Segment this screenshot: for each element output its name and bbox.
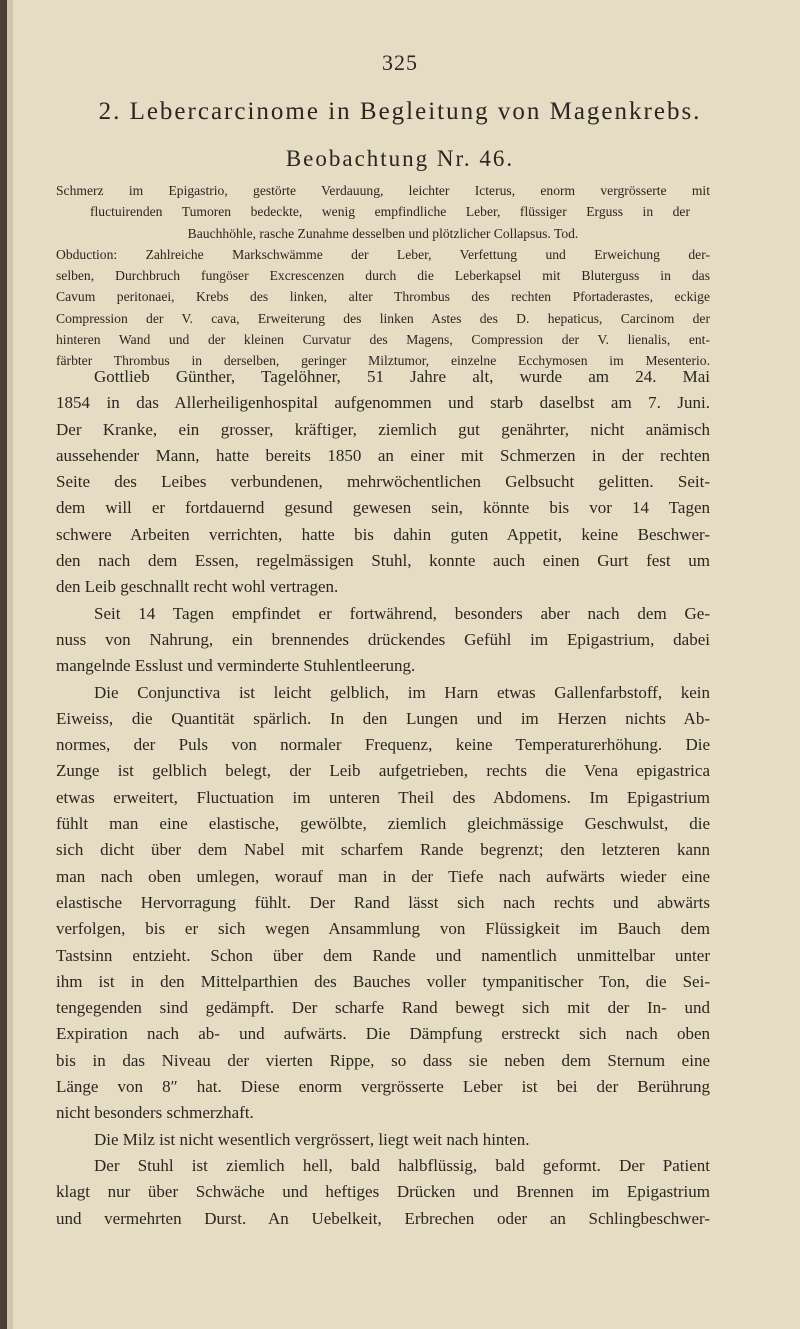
summary-line: Compression der V. cava, Erweiterung des linken Astes des D. hepaticus, Carcinom der [56,310,710,326]
body-line: Der Stuhl ist ziemlich hell, bald halbflüssig, bald geformt. Der Patient [94,1155,710,1175]
case-summary [56,180,710,372]
body-line: Der Kranke, ein grosser, kräftiger, ziemlich gut genährter, nicht anämisch [56,419,710,439]
body-line: und vermehrten Durst. An Uebelkeit, Erbrechen oder an Schlingbeschwer- [56,1208,710,1228]
body-line: ihm ist in den Mittelparthien des Bauches voller tympanitischer Ton, die Sei- [56,971,710,991]
body-line: Seit 14 Tagen empfindet er fortwährend, besonders aber nach dem Ge- [94,603,710,623]
body-line: elastische Hervorragung fühlt. Der Rand lässt sich nach rechts und abwärts [56,892,710,912]
body-line: tengegenden sind gedämpft. Der scharfe Rand bewegt sich mit der In- und [56,998,710,1018]
body-line: nicht besonders schmerzhaft. [56,1103,254,1123]
body-line: dem will er fortdauernd gesund gewesen sein, könnte bis vor 14 Tagen [56,498,710,518]
summary-line: selben, Durchbruch fungöser Excrescenzen durch die Leberkapsel mit Bluterguss in das [56,268,710,284]
case-report-body [56,364,710,1232]
body-line: Tastsinn entzieht. Schon über dem Rande und namentlich unmittelbar unter [56,945,710,965]
body-line: man nach oben umlegen, worauf man in der Tiefe nach aufwärts wieder eine [56,866,710,886]
section-title: 2. Lebercarcinome in Begleitung von Magenkrebs. [98,98,702,125]
page-number: 325 [382,50,418,75]
page-binding-edge [0,0,7,1329]
page-binding-shadow [7,0,13,1329]
body-line: nuss von Nahrung, ein brennendes drückendes Gefühl im Epigastrium, dabei [56,629,710,649]
body-line: mangelnde Esslust und verminderte Stuhlentleerung. [56,656,416,676]
body-line: Die Milz ist nicht wesentlich vergrössert, liegt weit nach hinten. [94,1129,530,1149]
body-line: etwas erweitert, Fluctuation im unteren Theil des Abdomens. Im Epigastrium [56,787,710,807]
summary-line: hinteren Wand und der kleinen Curvatur des Magens, Compression der V. lienalis, ent- [56,332,710,348]
body-line: Zunge ist gelblich belegt, der Leib aufgetrieben, rechts die Vena epigastrica [56,761,710,781]
body-line: Seite des Leibes verbundenen, mehrwöchentlichen Gelbsucht gelitten. Seit- [56,472,710,492]
body-line: Expiration nach ab- und aufwärts. Die Dämpfung erstreckt sich nach oben [56,1024,710,1044]
body-line: Eiweiss, die Quantität spärlich. In den Lungen und im Herzen nichts Ab- [56,708,710,728]
summary-line: Cavum peritonaei, Krebs des linken, alter Thrombus des rechten Pfortaderastes, eckige [56,289,710,305]
body-line: den Leib geschnallt recht wohl vertragen. [56,577,339,597]
body-line: Die Conjunctiva ist leicht gelblich, im Harn etwas Gallenfarbstoff, kein [94,682,710,702]
observation-title: Beobachtung Nr. 46. [285,146,515,171]
body-line: schwere Arbeiten verrichten, hatte bis dahin guten Appetit, keine Beschwer- [56,524,710,544]
body-line: aussehender Mann, hatte bereits 1850 an einer mit Schmerzen in der rechten [56,445,710,465]
summary-line: fluctuirenden Tumoren bedeckte, wenig empfindliche Leber, flüssiger Erguss in der [90,204,690,220]
body-line: verfolgen, bis er sich wegen Ansammlung von Flüssigkeit im Bauch dem [56,919,710,939]
summary-line: Schmerz im Epigastrio, gestörte Verdauung, leichter Icterus, enorm vergrösserte mit [56,183,710,198]
body-line: den nach dem Essen, regelmässigen Stuhl, konnte auch einen Gurt fest um [56,551,710,571]
body-line: Länge von 8″ hat. Diese enorm vergrösserte Leber ist bei der Berührung [56,1077,710,1097]
summary-line: Obduction: Zahlreiche Markschwämme der Leber, Verfettung und Erweichung der- [56,246,710,262]
body-line: fühlt man eine elastische, gewölbte, ziemlich gleichmässige Geschwulst, die [56,814,710,834]
body-line: 1854 in das Allerheiligenhospital aufgenommen und starb daselbst am 7. Juni. [56,393,710,413]
body-line: Gottlieb Günther, Tagelöhner, 51 Jahre alt, wurde am 24. Mai [94,367,710,386]
body-line: bis in das Niveau der vierten Rippe, so dass sie neben dem Sternum eine [56,1050,710,1070]
body-line: klagt nur über Schwäche und heftiges Drücken und Brennen im Epigastrium [56,1182,710,1202]
body-line: sich dicht über dem Nabel mit scharfem Rande begrenzt; den letzteren kann [56,840,710,860]
body-line: normes, der Puls von normaler Frequenz, keine Temperaturerhöhung. Die [56,735,710,755]
summary-line: färbter Thrombus in derselben, geringer Milztumor, einzelne Ecchymosen im Mesenterio. [56,353,710,369]
summary-line: Bauchhöhle, rasche Zunahme desselben und plötzlicher Collapsus. Tod. [187,225,579,241]
